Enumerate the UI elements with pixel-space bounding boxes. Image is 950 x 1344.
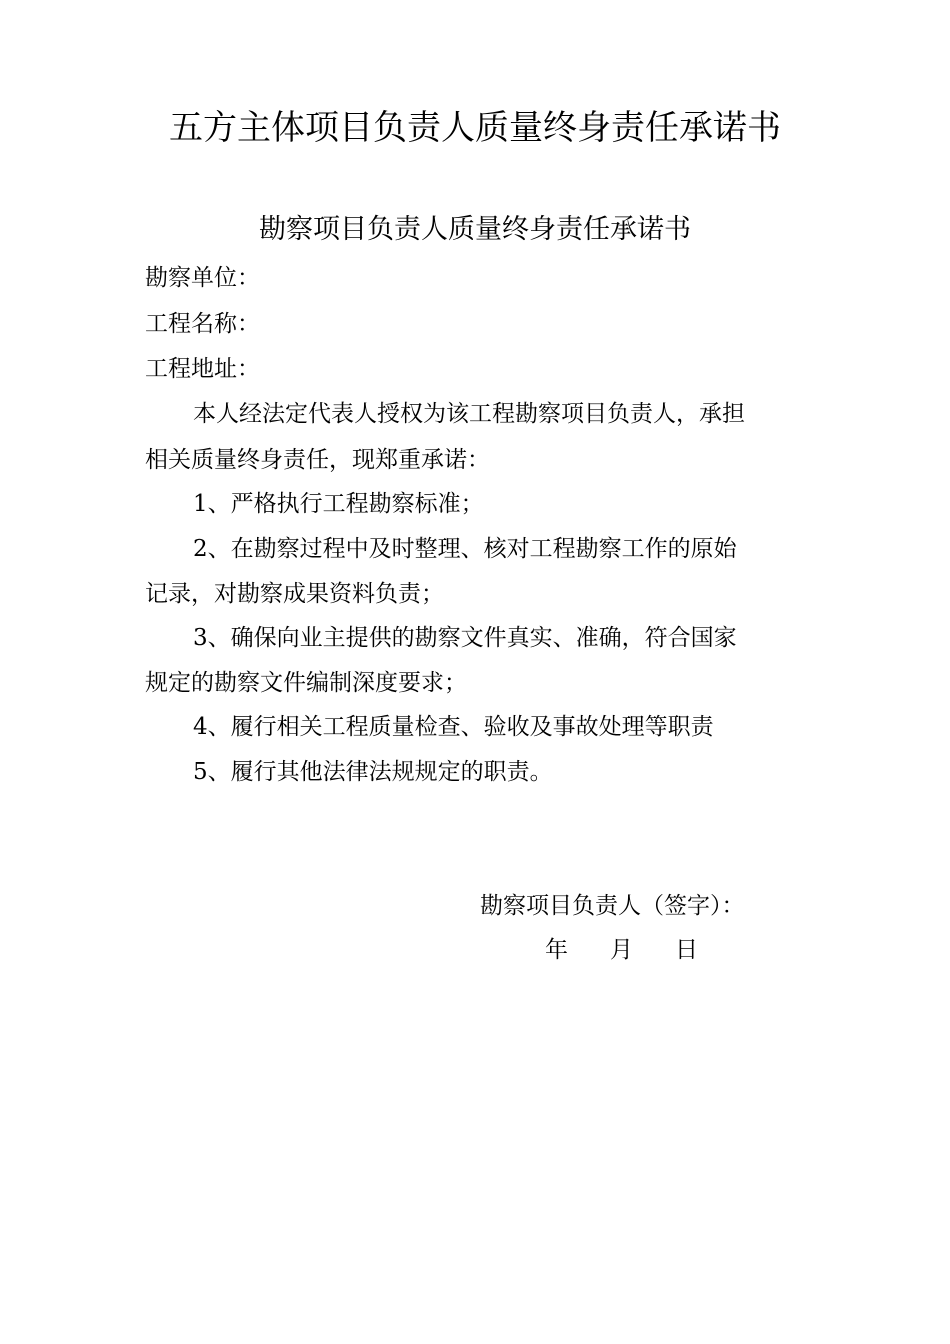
project-address-label: 工程地址：	[145, 356, 260, 382]
commitment-item-3-line-1: 3、确保向业主提供的勘察文件真实、准确，符合国家	[193, 625, 737, 651]
project-name-label: 工程名称：	[145, 311, 260, 337]
signature-label: 勘察项目负责人（签字）：	[480, 893, 745, 919]
intro-line-1: 本人经法定代表人授权为该工程勘察项目负责人，承担	[193, 401, 745, 427]
commitment-item-3-line-2: 规定的勘察文件编制深度要求；	[145, 670, 467, 696]
commitment-item-2-line-1: 2、在勘察过程中及时整理、核对工程勘察工作的原始	[193, 536, 737, 562]
sub-title: 勘察项目负责人质量终身责任承诺书	[259, 214, 691, 245]
intro-line-2: 相关质量终身责任，现郑重承诺：	[145, 447, 490, 473]
survey-unit-label: 勘察单位：	[145, 265, 260, 291]
date-year: 年	[545, 937, 568, 963]
commitment-item-4: 4、履行相关工程质量检查、验收及事故处理等职责	[193, 714, 714, 740]
main-title: 五方主体项目负责人质量终身责任承诺书	[169, 108, 781, 148]
date-row	[0, 930, 950, 970]
commitment-item-5: 5、履行其他法律法规规定的职责。	[193, 759, 553, 785]
date-day: 日	[675, 937, 698, 963]
date-month: 月	[610, 937, 633, 963]
commitment-item-2-line-2: 记录，对勘察成果资料负责；	[145, 581, 444, 607]
commitment-item-1: 1、严格执行工程勘察标准；	[193, 491, 484, 517]
